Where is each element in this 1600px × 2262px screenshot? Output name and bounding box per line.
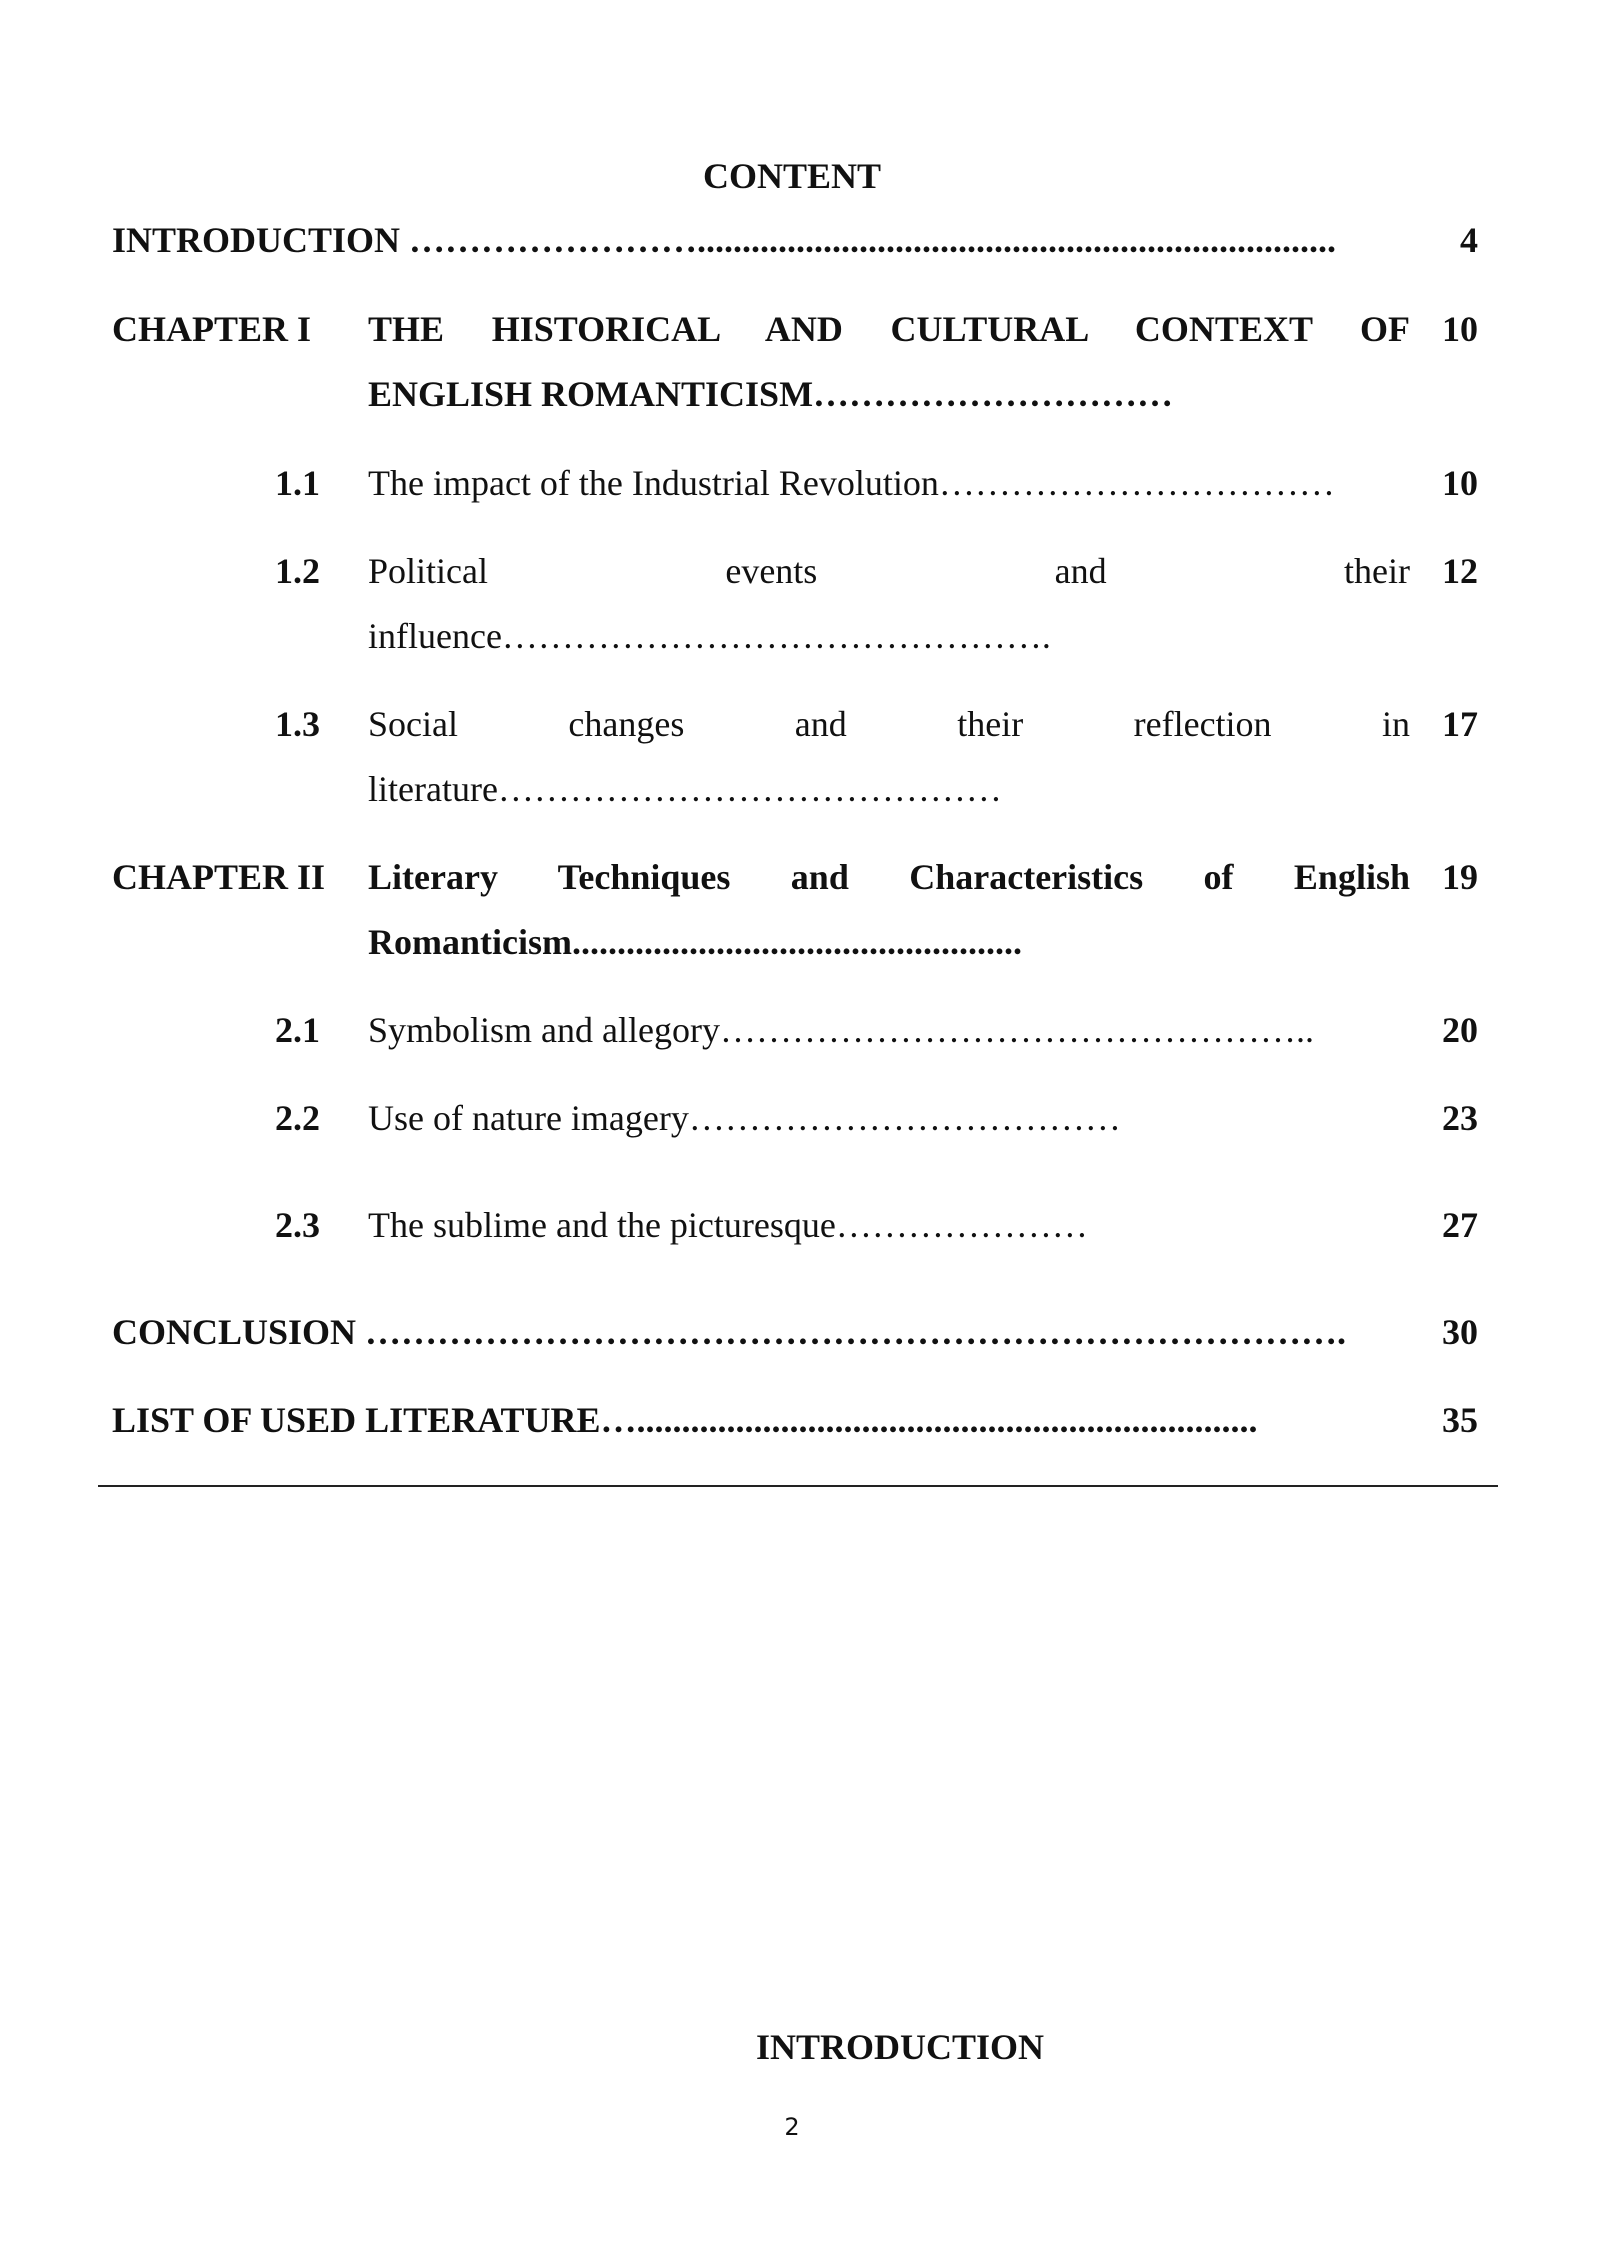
- toc-section-title: [368, 539, 1410, 669]
- toc-chapter-label: CHAPTER I: [112, 309, 312, 349]
- toc-page-number: 10: [1442, 309, 1478, 349]
- toc-page-number: 17: [1442, 704, 1478, 744]
- toc-section-title: Symbolism and allegory…………………………………………..: [368, 1010, 1314, 1050]
- toc-entry-line: [112, 1300, 1346, 1365]
- next-section-heading: INTRODUCTION: [755, 2027, 1045, 2067]
- toc-title-line: THE HISTORICAL AND CULTURAL CONTEXT OF: [368, 309, 1410, 349]
- toc-title-line: influence……………………………………….: [368, 616, 1051, 656]
- toc-title-line: Political events and their: [368, 551, 1410, 591]
- toc-chapter-title: [368, 845, 1410, 975]
- toc-section-number: 2.1: [275, 1010, 320, 1050]
- toc-page-number: 4: [1460, 220, 1478, 260]
- toc-leader-dots: ….....................................................................: [600, 1400, 1258, 1440]
- toc-page-number: 30: [1442, 1312, 1478, 1352]
- toc-page-number: 10: [1442, 463, 1478, 503]
- toc-page-number: 20: [1442, 1010, 1478, 1050]
- toc-page-number: 12: [1442, 551, 1478, 591]
- toc-title-line: literature……………………………………: [368, 769, 1002, 809]
- toc-heading: CONTENT: [702, 156, 882, 196]
- toc-page-number: 19: [1442, 857, 1478, 897]
- horizontal-rule: [98, 1485, 1498, 1487]
- toc-title-line: Literary Techniques and Characteristics of English: [368, 857, 1410, 897]
- toc-section-number: 1.2: [275, 551, 320, 591]
- toc-entry-line: [112, 1388, 1257, 1453]
- toc-section-title: The sublime and the picturesque…………………: [368, 1205, 1088, 1245]
- toc-entry-label: CONCLUSION: [112, 1312, 357, 1352]
- toc-page-number: 27: [1442, 1205, 1478, 1245]
- toc-section-number: 1.3: [275, 704, 320, 744]
- toc-section-title: [368, 692, 1410, 822]
- toc-page-number: 23: [1442, 1098, 1478, 1138]
- toc-leader-dots: ……………………………………………………………………….: [356, 1312, 1347, 1352]
- toc-title-line: ENGLISH ROMANTICISM…………………………: [368, 374, 1174, 414]
- toc-entry-line: [112, 208, 1336, 273]
- toc-page-number: 35: [1442, 1400, 1478, 1440]
- toc-entry-label: LIST OF USED LITERATURE: [112, 1400, 601, 1440]
- toc-section-number: 2.3: [275, 1205, 320, 1245]
- toc-section-number: 2.2: [275, 1098, 320, 1138]
- toc-leader-dots: …………………….......................................................................: [400, 220, 1337, 260]
- toc-chapter-label: CHAPTER II: [112, 857, 326, 897]
- toc-entry-label: INTRODUCTION: [112, 220, 401, 260]
- toc-section-title: Use of nature imagery………………………………: [368, 1098, 1121, 1138]
- toc-title-line: Social changes and their reflection in: [368, 704, 1410, 744]
- page-number: 2: [784, 2113, 800, 2141]
- toc-title-line: Romanticism..................................................: [368, 922, 1022, 962]
- toc-section-title: The impact of the Industrial Revolution……………………………: [368, 463, 1335, 503]
- toc-chapter-title: [368, 297, 1410, 427]
- toc-section-number: 1.1: [275, 463, 320, 503]
